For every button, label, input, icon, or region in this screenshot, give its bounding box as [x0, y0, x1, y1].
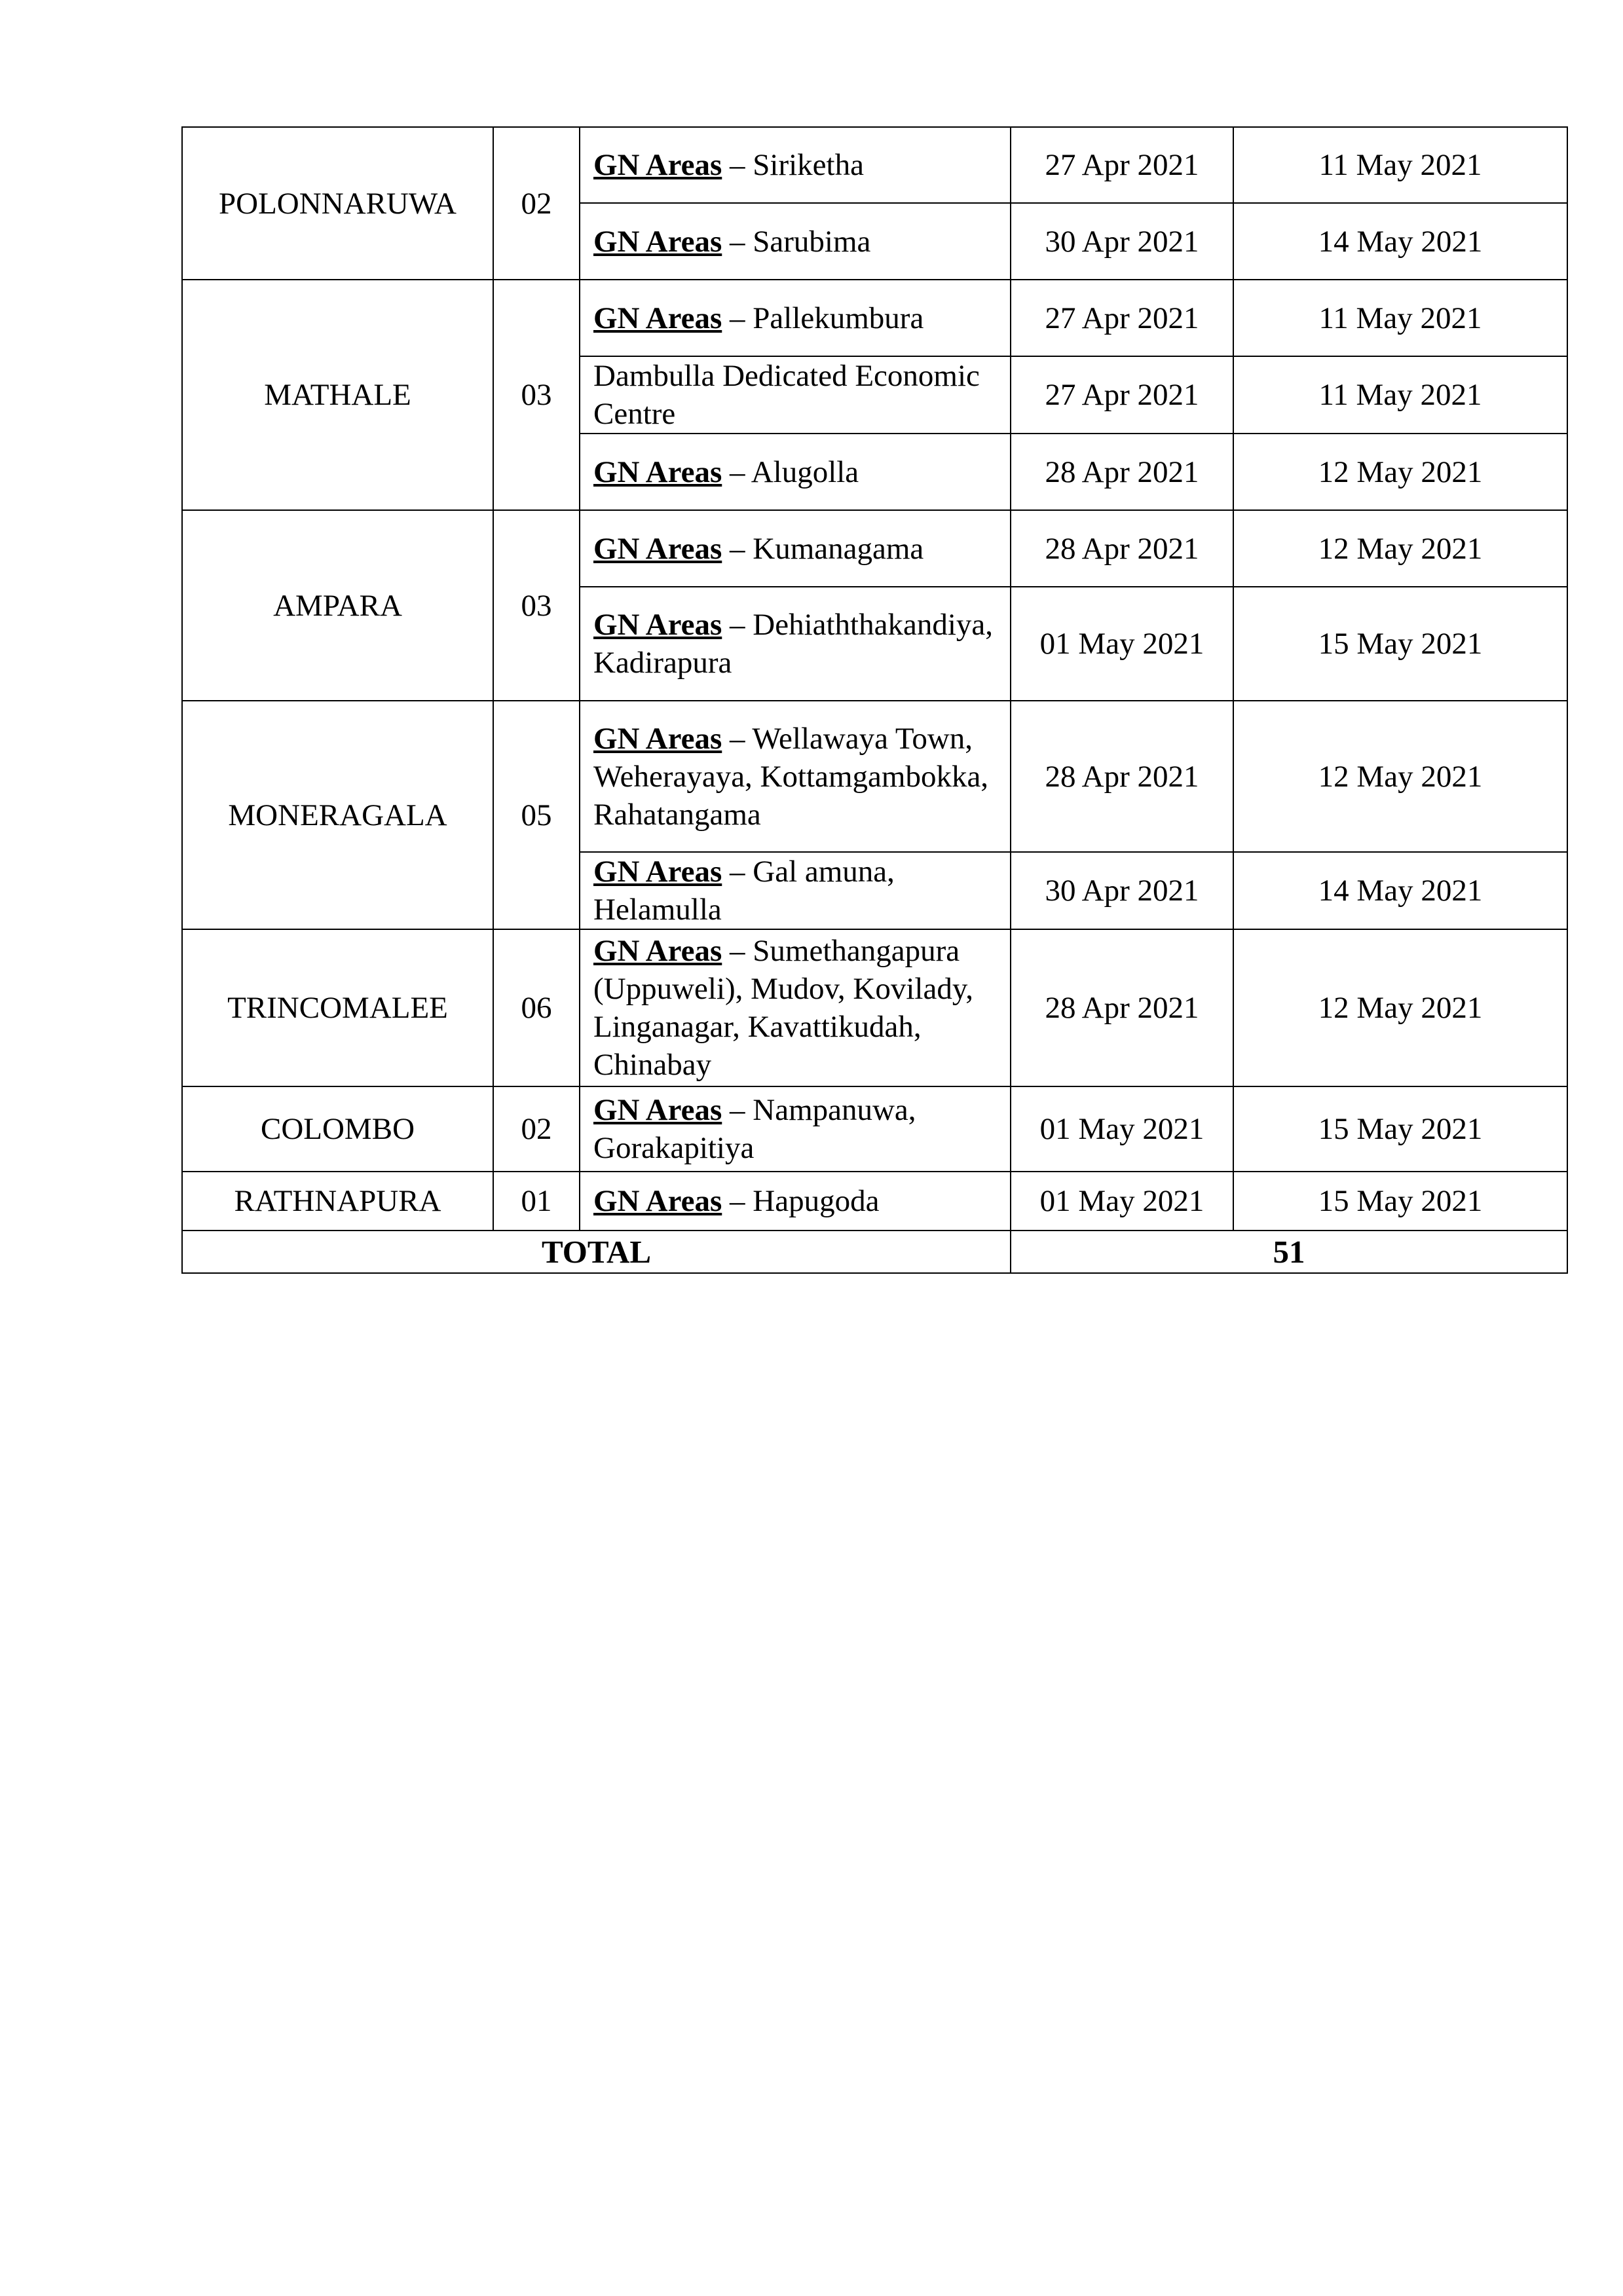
total-label: TOTAL — [182, 1231, 1011, 1273]
gn-areas-table — [181, 126, 1568, 1274]
to-date-cell: 12 May 2021 — [1233, 510, 1567, 587]
dash-separator: – — [722, 608, 753, 642]
from-date-cell: 01 May 2021 — [1011, 587, 1233, 701]
from-date-cell: 28 Apr 2021 — [1011, 929, 1233, 1086]
dash-separator: – — [722, 855, 753, 889]
to-date-cell: 15 May 2021 — [1233, 587, 1567, 701]
area-cell — [580, 1086, 1011, 1172]
from-date-cell: 30 Apr 2021 — [1011, 852, 1233, 929]
table-row — [182, 929, 1567, 1086]
dash-separator: – — [722, 531, 753, 566]
area-text: Pallekumbura — [753, 301, 924, 335]
gn-areas-label: GN Areas — [593, 148, 722, 182]
area-cell — [580, 1172, 1011, 1231]
area-text: Siriketha — [753, 148, 864, 182]
dash-separator: – — [722, 934, 753, 968]
dash-separator: – — [722, 1184, 753, 1218]
gn-areas-label: GN Areas — [593, 224, 722, 259]
area-cell — [580, 434, 1011, 510]
to-date-cell: 14 May 2021 — [1233, 203, 1567, 280]
to-date-cell: 15 May 2021 — [1233, 1086, 1567, 1172]
table-row — [182, 1172, 1567, 1231]
from-date-cell: 27 Apr 2021 — [1011, 127, 1233, 203]
area-text: Sarubima — [753, 224, 871, 259]
gn-areas-label: GN Areas — [593, 301, 722, 335]
gn-areas-label: GN Areas — [593, 608, 722, 642]
area-text: Kumanagama — [753, 531, 924, 566]
area-text: Alugolla — [751, 454, 859, 489]
area-cell — [580, 701, 1011, 852]
district-cell: MATHALE — [182, 280, 493, 510]
count-cell: 05 — [493, 701, 580, 929]
count-cell: 02 — [493, 1086, 580, 1172]
district-cell: TRINCOMALEE — [182, 929, 493, 1086]
gn-areas-label: GN Areas — [593, 721, 722, 756]
from-date-cell: 27 Apr 2021 — [1011, 280, 1233, 356]
from-date-cell: 30 Apr 2021 — [1011, 203, 1233, 280]
from-date-cell: 28 Apr 2021 — [1011, 701, 1233, 852]
area-text: Wellawaya Town, Weherayaya, Kottamgambokka, Rahatangama — [593, 721, 989, 832]
table-body — [182, 127, 1567, 1273]
from-date-cell: 28 Apr 2021 — [1011, 510, 1233, 587]
count-cell: 01 — [493, 1172, 580, 1231]
gn-areas-label: GN Areas — [593, 934, 722, 968]
area-text: Hapugoda — [753, 1184, 880, 1218]
area-cell — [580, 127, 1011, 203]
area-cell — [580, 510, 1011, 587]
area-text: Dambulla Dedicated Economic Centre — [593, 359, 980, 431]
from-date-cell: 28 Apr 2021 — [1011, 434, 1233, 510]
gn-areas-label: GN Areas — [593, 454, 722, 489]
gn-areas-label: GN Areas — [593, 1093, 722, 1127]
area-cell — [580, 587, 1011, 701]
dash-separator: – — [722, 1093, 753, 1127]
count-cell: 03 — [493, 510, 580, 701]
dash-separator: – — [722, 224, 753, 259]
to-date-cell: 12 May 2021 — [1233, 701, 1567, 852]
area-text: Sumethangapura (Uppuweli), Mudov, Kovilady, Linganagar, Kavattikudah, Chinabay — [593, 934, 974, 1082]
dash-separator: – — [722, 148, 753, 182]
from-date-cell: 01 May 2021 — [1011, 1172, 1233, 1231]
gn-areas-label: GN Areas — [593, 1184, 722, 1218]
district-cell: POLONNARUWA — [182, 127, 493, 280]
district-cell: MONERAGALA — [182, 701, 493, 929]
dash-separator: – — [722, 301, 753, 335]
count-cell: 03 — [493, 280, 580, 510]
total-row — [182, 1231, 1567, 1273]
to-date-cell: 12 May 2021 — [1233, 929, 1567, 1086]
area-cell — [580, 203, 1011, 280]
from-date-cell: 01 May 2021 — [1011, 1086, 1233, 1172]
table-row — [182, 127, 1567, 203]
from-date-cell: 27 Apr 2021 — [1011, 356, 1233, 434]
table-row — [182, 701, 1567, 852]
to-date-cell: 11 May 2021 — [1233, 127, 1567, 203]
total-value: 51 — [1011, 1231, 1567, 1273]
to-date-cell: 11 May 2021 — [1233, 356, 1567, 434]
dash-separator: – — [722, 721, 753, 756]
area-cell — [580, 280, 1011, 356]
dash-separator: – — [722, 454, 751, 489]
area-text: Gal amuna, Helamulla — [593, 855, 895, 927]
area-text: Dehiaththakandiya, Kadirapura — [593, 608, 993, 680]
gn-areas-label: GN Areas — [593, 855, 722, 889]
district-cell: COLOMBO — [182, 1086, 493, 1172]
area-cell — [580, 852, 1011, 929]
area-text: Nampanuwa, Gorakapitiya — [593, 1093, 916, 1165]
count-cell: 02 — [493, 127, 580, 280]
to-date-cell: 15 May 2021 — [1233, 1172, 1567, 1231]
table-row — [182, 1086, 1567, 1172]
count-cell: 06 — [493, 929, 580, 1086]
area-cell — [580, 929, 1011, 1086]
to-date-cell: 12 May 2021 — [1233, 434, 1567, 510]
table-row — [182, 510, 1567, 587]
gn-areas-label: GN Areas — [593, 531, 722, 566]
table-row — [182, 280, 1567, 356]
to-date-cell: 14 May 2021 — [1233, 852, 1567, 929]
district-cell: RATHNAPURA — [182, 1172, 493, 1231]
area-cell — [580, 356, 1011, 434]
district-cell: AMPARA — [182, 510, 493, 701]
to-date-cell: 11 May 2021 — [1233, 280, 1567, 356]
